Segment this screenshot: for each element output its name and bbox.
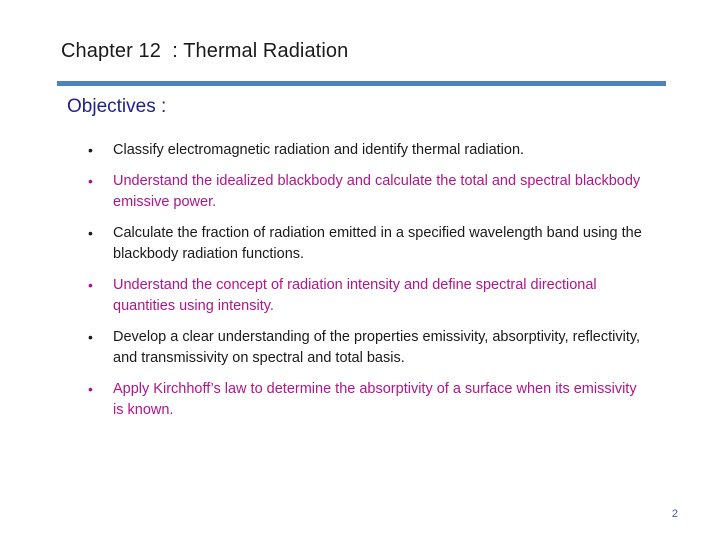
objective-item-2 xyxy=(88,171,648,213)
title-divider xyxy=(57,81,666,86)
objective-item-5 xyxy=(88,327,648,369)
objective-item-6 xyxy=(88,379,648,421)
objective-text: Classify electromagnetic radiation and identify thermal radiation. xyxy=(113,142,525,158)
objectives-heading: Objectives : xyxy=(67,96,167,117)
slide-title: Chapter 12 : Thermal Radiation xyxy=(61,40,349,62)
objective-item-4 xyxy=(88,275,648,317)
objective-text: Develop a clear understanding of the properties emissivity, absorptivity, reflectivity, and transmissivity on spectral and total basis. xyxy=(113,329,641,366)
objective-item-1 xyxy=(88,140,648,161)
page-number: 2 xyxy=(671,508,678,520)
bullet-icon: • xyxy=(88,142,93,158)
bullet-icon: • xyxy=(88,277,93,293)
bullet-icon: • xyxy=(88,225,93,241)
objectives-list xyxy=(88,140,648,431)
objective-text: Understand the idealized blackbody and calculate the total and spectral blackbody emissive power. xyxy=(113,173,641,210)
objective-text: Understand the concept of radiation intensity and define spectral directional quantities using intensity. xyxy=(113,277,597,314)
objective-item-3 xyxy=(88,223,648,265)
objective-text: Apply Kirchhoff’s law to determine the absorptivity of a surface when its emissivity is known. xyxy=(113,381,637,418)
bullet-icon: • xyxy=(88,173,93,189)
bullet-icon: • xyxy=(88,381,93,397)
objective-text: Calculate the fraction of radiation emitted in a specified wavelength band using the blackbody radiation functions. xyxy=(113,225,642,262)
bullet-icon: • xyxy=(88,329,93,345)
